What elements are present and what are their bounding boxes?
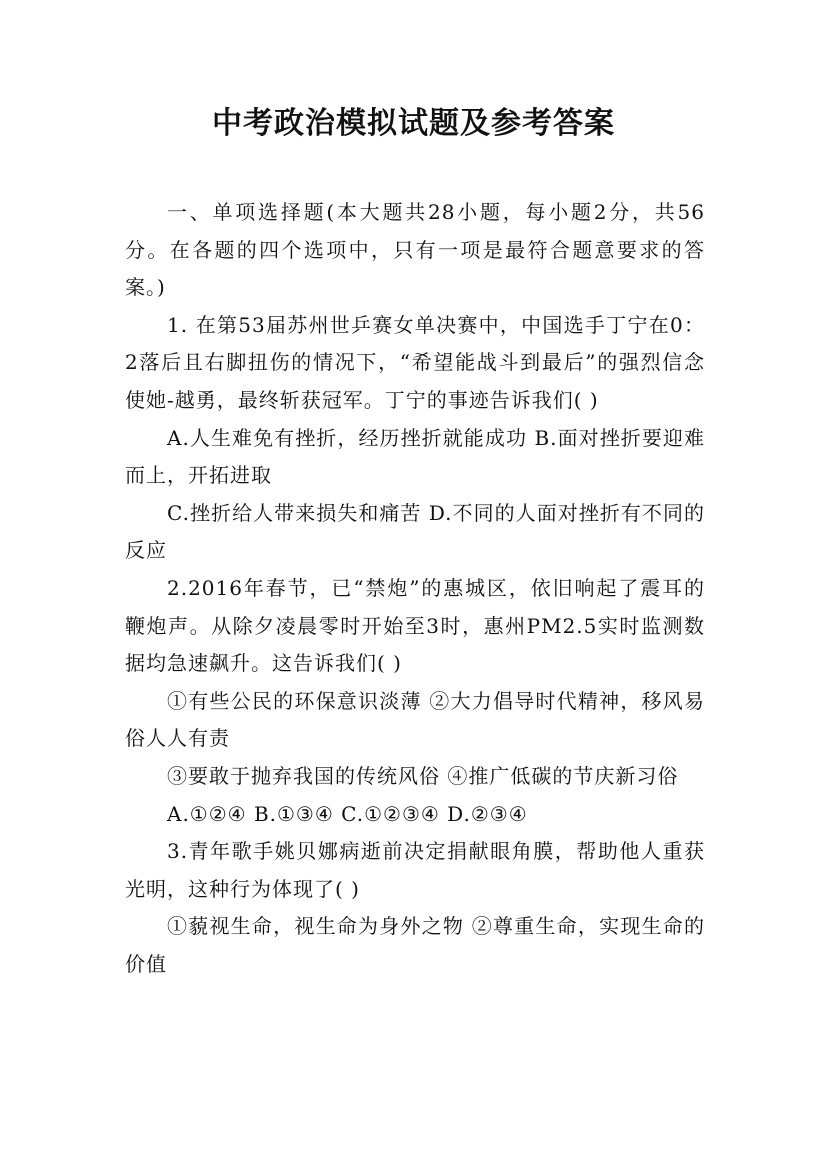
section-instructions: 一、单项选择题(本大题共28小题，每小题2分，共56分。在各题的四个选项中，只有一项是最符合题意要求的答案。) bbox=[125, 200, 705, 300]
question-1-options-cd: C.挫折给人带来损失和痛苦 D.不同的人面对挫折有不同的反应 bbox=[125, 500, 705, 563]
question-2-statements-34: ③要敢于抛弃我国的传统风俗 ④推广低碳的节庆新习俗 bbox=[167, 763, 679, 788]
question-1-stem: 1. 在第53届苏州世乒赛女单决赛中，中国选手丁宁在0：2落后且右脚扭伤的情况下，“希望能战斗到最后”的强烈信念使她-越勇，最终斩获冠军。丁宁的事迹告诉我们( ) bbox=[125, 312, 705, 412]
document-title: 中考政治模拟试题及参考答案 bbox=[212, 106, 615, 141]
document-body bbox=[125, 194, 705, 983]
question-2-options: A.①②④ B.①③④ C.①②③④ D.②③④ bbox=[167, 801, 528, 826]
question-1-options-ab: A.人生难免有挫折，经历挫折就能成功 B.面对挫折要迎难而上，开拓进取 bbox=[125, 425, 705, 488]
question-2-statements-12: ①有些公民的环保意识淡薄 ②大力倡导时代精神，移风易俗人人有责 bbox=[125, 688, 705, 751]
question-2-stem: 2.2016年春节，已“禁炮”的惠城区，依旧响起了震耳的鞭炮声。从除夕凌晨零时开始至3时，惠州PM2.5实时监测数据均急速飙升。这告诉我们( ) bbox=[125, 575, 705, 676]
question-3-statements-12: ①藐视生命，视生命为身外之物 ②尊重生命，实现生命的价值 bbox=[125, 914, 705, 976]
question-3-stem: 3.青年歌手姚贝娜病逝前决定捐献眼角膜，帮助他人重获光明，这种行为体现了( ) bbox=[125, 839, 705, 901]
